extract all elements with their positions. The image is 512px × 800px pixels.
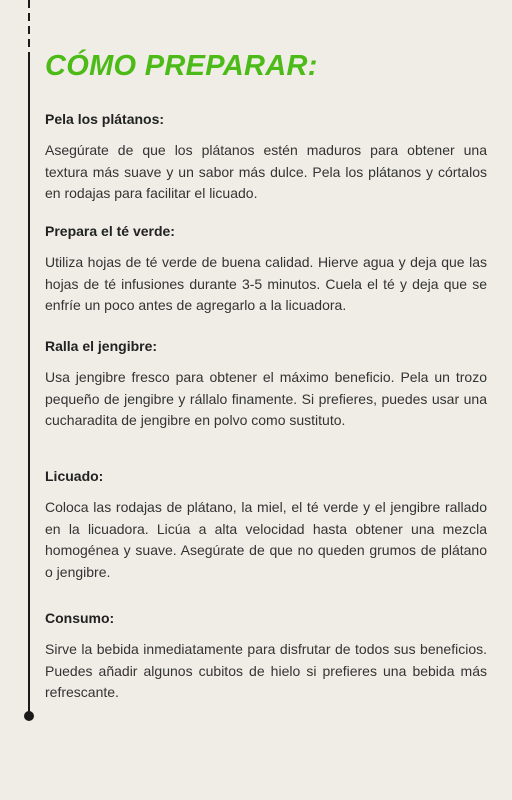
- section-consumo: [45, 610, 487, 704]
- section-body: Usa jengibre fresco para obtener el máximo beneficio. Pela un trozo pequeño de jengibre y rállalo finamente. Si prefieres, puedes usar una cucharadita de jengibre en polvo como sustituto.: [45, 369, 487, 428]
- section-body: Utiliza hojas de té verde de buena calidad. Hierve agua y deja que las hojas de té infusiones durante 3-5 minutos. Cuela el té y deja que se enfríe un poco antes de agregarlo a la licuadora.: [45, 254, 487, 313]
- section-heading: Ralla el jengibre:: [45, 338, 158, 354]
- section-body: Coloca las rodajas de plátano, la miel, el té verde y el jengibre rallado en la licuadora. Licúa a alta velocidad hasta obtener una mezcla homogénea y suave. Asegúrate de que no queden grumos de plátano o jengibre.: [45, 499, 487, 580]
- section-ralla-jengibre: [45, 338, 487, 432]
- page-title: CÓMO PREPARAR:: [45, 50, 318, 82]
- section-pela-platanos: [45, 111, 487, 205]
- section-licuado: [45, 468, 487, 583]
- timeline-end-dot: [24, 711, 34, 721]
- section-heading: Consumo:: [45, 610, 115, 626]
- timeline-dashed-segment: [28, 0, 30, 52]
- section-heading: Licuado:: [45, 468, 104, 484]
- timeline-solid-segment: [28, 52, 30, 716]
- section-prepara-te: [45, 223, 487, 317]
- section-body: Asegúrate de que los plátanos estén maduros para obtener una textura más suave y un sabor más dulce. Pela los plátanos y córtalos en rodajas para facilitar el licuado.: [45, 142, 487, 201]
- section-heading: Prepara el té verde:: [45, 223, 175, 239]
- section-body: Sirve la bebida inmediatamente para disfrutar de todos sus beneficios. Puedes añadir algunos cubitos de hielo si prefieres una bebida más refrescante.: [45, 641, 487, 700]
- section-heading: Pela los plátanos:: [45, 111, 165, 127]
